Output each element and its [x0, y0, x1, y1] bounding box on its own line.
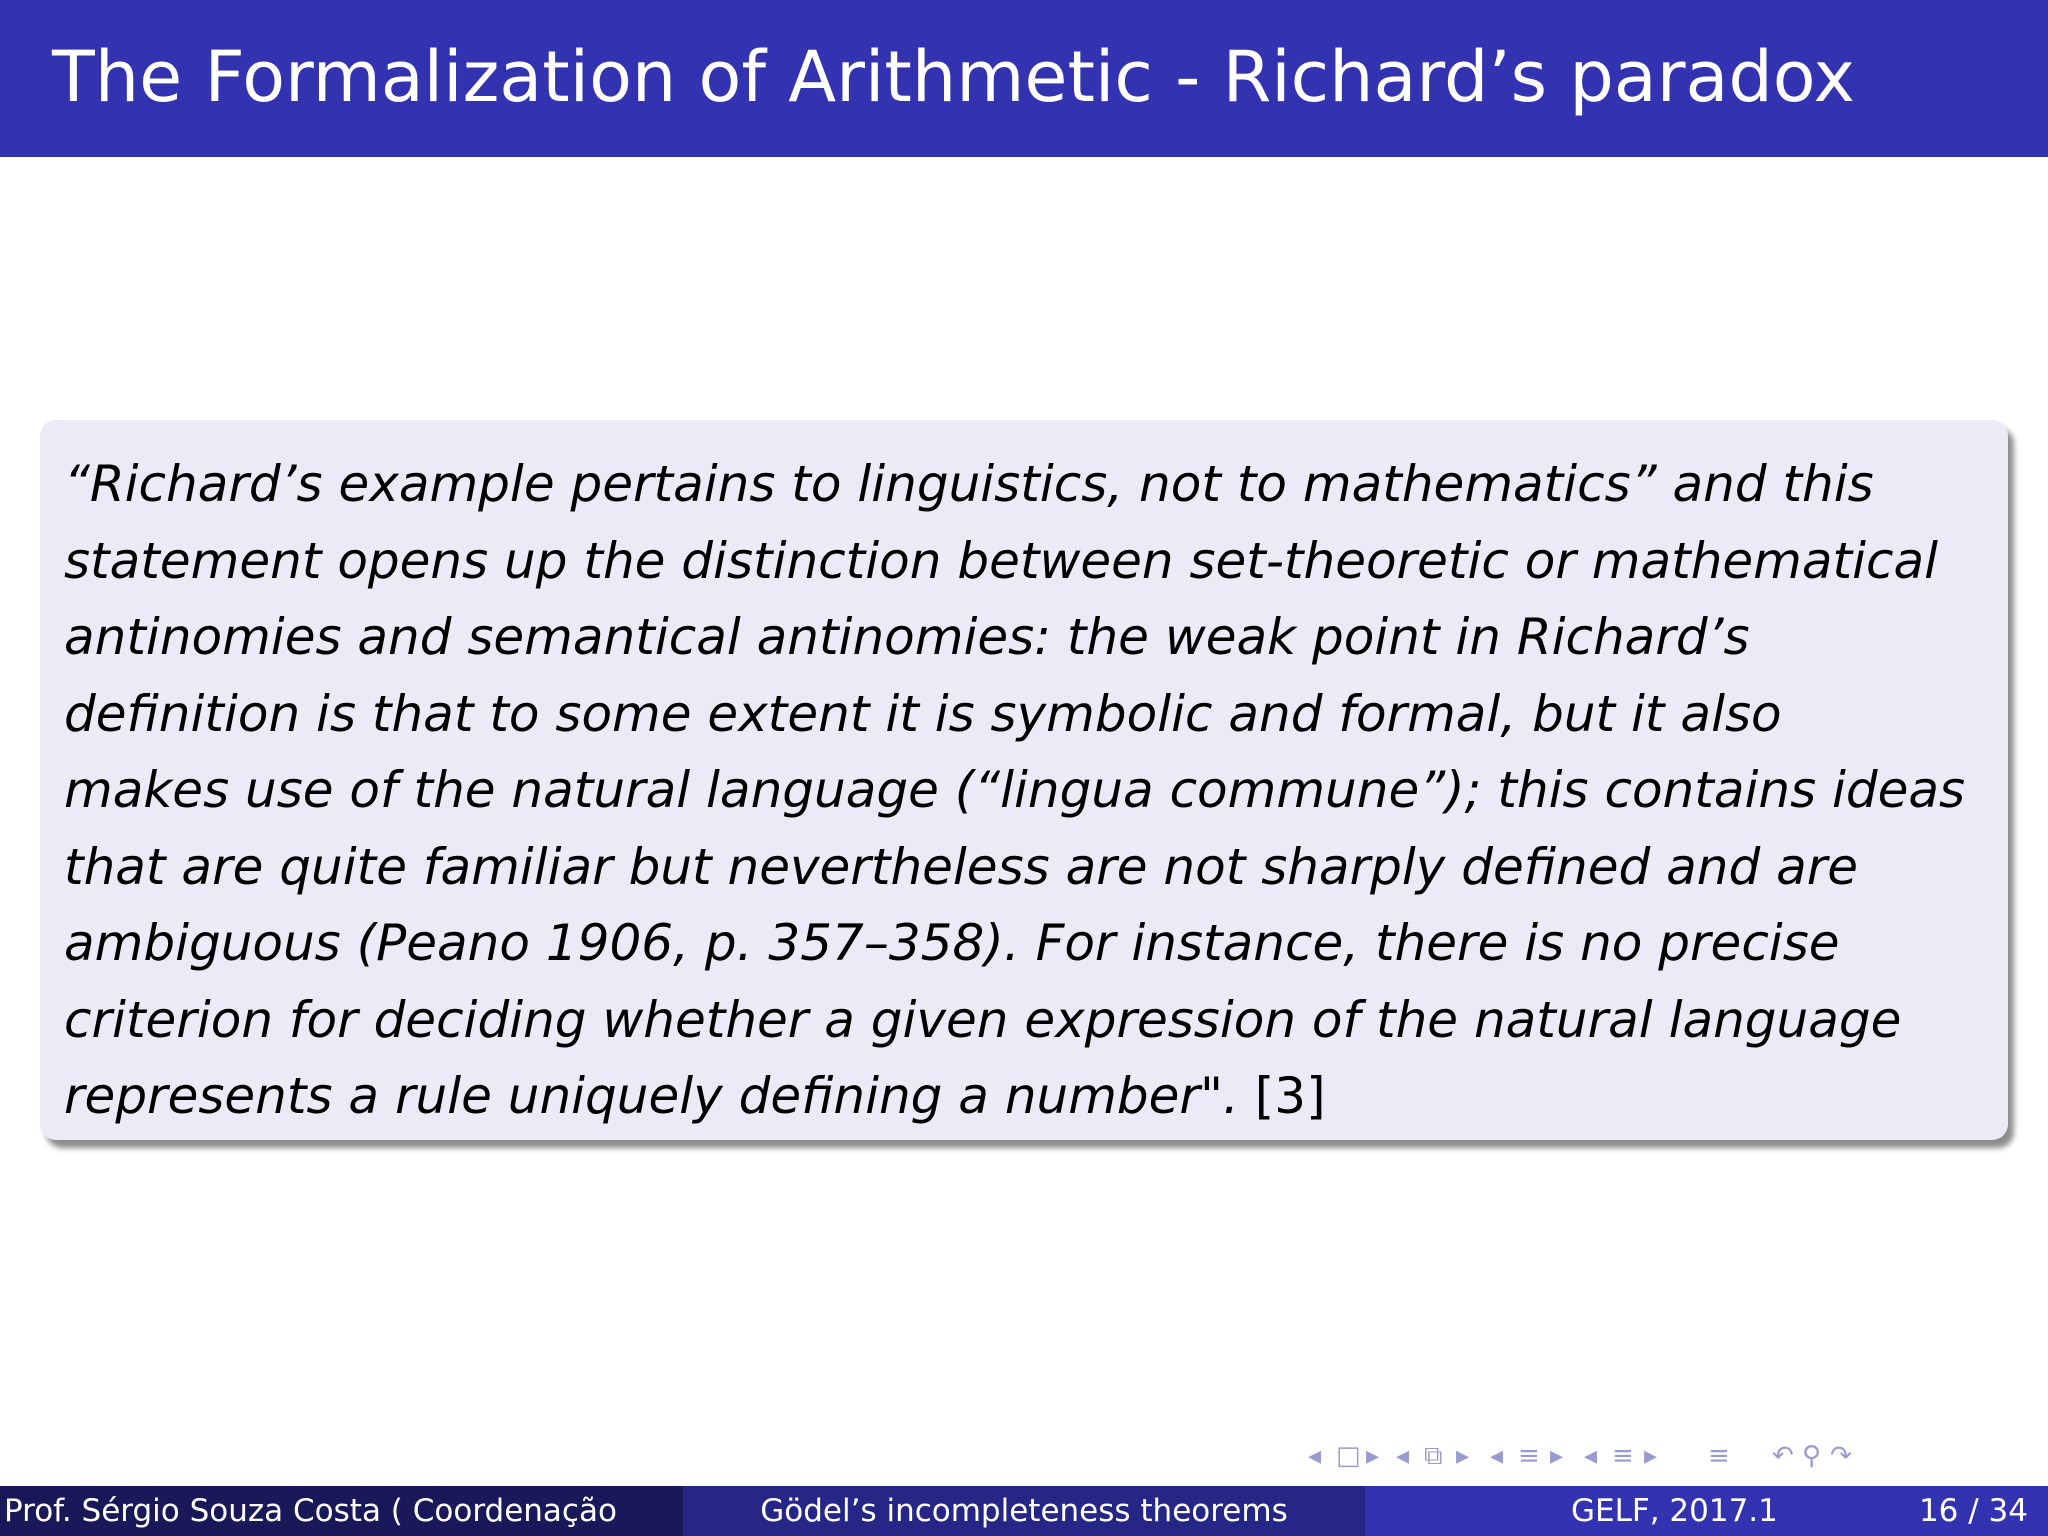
quote-line: that are quite familiar but nevertheless are not sharply defined and are	[64, 837, 1859, 896]
quote-line: ambiguous (Peano 1906, p. 357–358). For instance, there is no precise	[64, 914, 1840, 972]
nav-left-arrow-icon[interactable]: ◂	[1584, 1441, 1598, 1471]
toc-icon[interactable]: ≡	[1708, 1441, 1730, 1471]
event-date: GELF, 2017.1	[1571, 1493, 1778, 1529]
quote-block	[40, 420, 2008, 1140]
footer	[0, 1486, 2048, 1536]
talk-title: Gödel’s incompleteness theorems	[760, 1493, 1288, 1529]
author-name: Prof. Sérgio Souza Costa ( Coordenação	[4, 1493, 617, 1529]
subsection-icon[interactable]: ≡	[1518, 1441, 1540, 1471]
footer-info	[1365, 1486, 2048, 1536]
nav-right-arrow-icon[interactable]: ▸	[1366, 1441, 1380, 1471]
title-bar	[0, 0, 2048, 157]
page-number: 16 / 34	[1918, 1493, 2028, 1529]
beamer-navigation	[1300, 1441, 2040, 1471]
footer-author	[0, 1486, 683, 1536]
forward-icon[interactable]: ↷	[1830, 1441, 1852, 1471]
frame-box-icon[interactable]: □	[1336, 1441, 1361, 1471]
quote-text	[64, 446, 1986, 1135]
nav-right-arrow-icon[interactable]: ▸	[1456, 1441, 1470, 1471]
citation[interactable]: [3]	[1254, 1067, 1326, 1125]
footer-title	[683, 1486, 1365, 1536]
quote-line: definition is that to some extent it is symbolic and formal, but it also	[64, 684, 1782, 743]
frame-stack-icon[interactable]: ⧉	[1424, 1441, 1443, 1471]
search-icon[interactable]: ⚲	[1802, 1441, 1822, 1471]
quote-line: criterion for deciding whether a given expression of the natural language	[64, 990, 1902, 1049]
quote-line-last	[64, 1058, 1986, 1135]
nav-right-arrow-icon[interactable]: ▸	[1550, 1441, 1564, 1471]
quote-line: “Richard’s example pertains to linguistics, not to mathematics” and this	[64, 455, 1874, 513]
nav-left-arrow-icon[interactable]: ◂	[1308, 1441, 1322, 1471]
nav-left-arrow-icon[interactable]: ◂	[1396, 1441, 1410, 1471]
quote-line: represents a rule uniquely defining a number".	[64, 1067, 1239, 1125]
nav-left-arrow-icon[interactable]: ◂	[1490, 1441, 1504, 1471]
nav-right-arrow-icon[interactable]: ▸	[1644, 1441, 1658, 1471]
back-icon[interactable]: ↶	[1772, 1441, 1794, 1471]
quote-line: antinomies and semantical antinomies: the weak point in Richard’s	[64, 608, 1750, 666]
quote-line: statement opens up the distinction between set-theoretic or mathematical	[64, 531, 1939, 590]
slide-title: The Formalization of Arithmetic - Richard’s paradox	[52, 36, 1855, 118]
section-icon[interactable]: ≡	[1612, 1441, 1634, 1471]
quote-line: makes use of the natural language (“lingua commune”); this contains ideas	[64, 761, 1966, 819]
